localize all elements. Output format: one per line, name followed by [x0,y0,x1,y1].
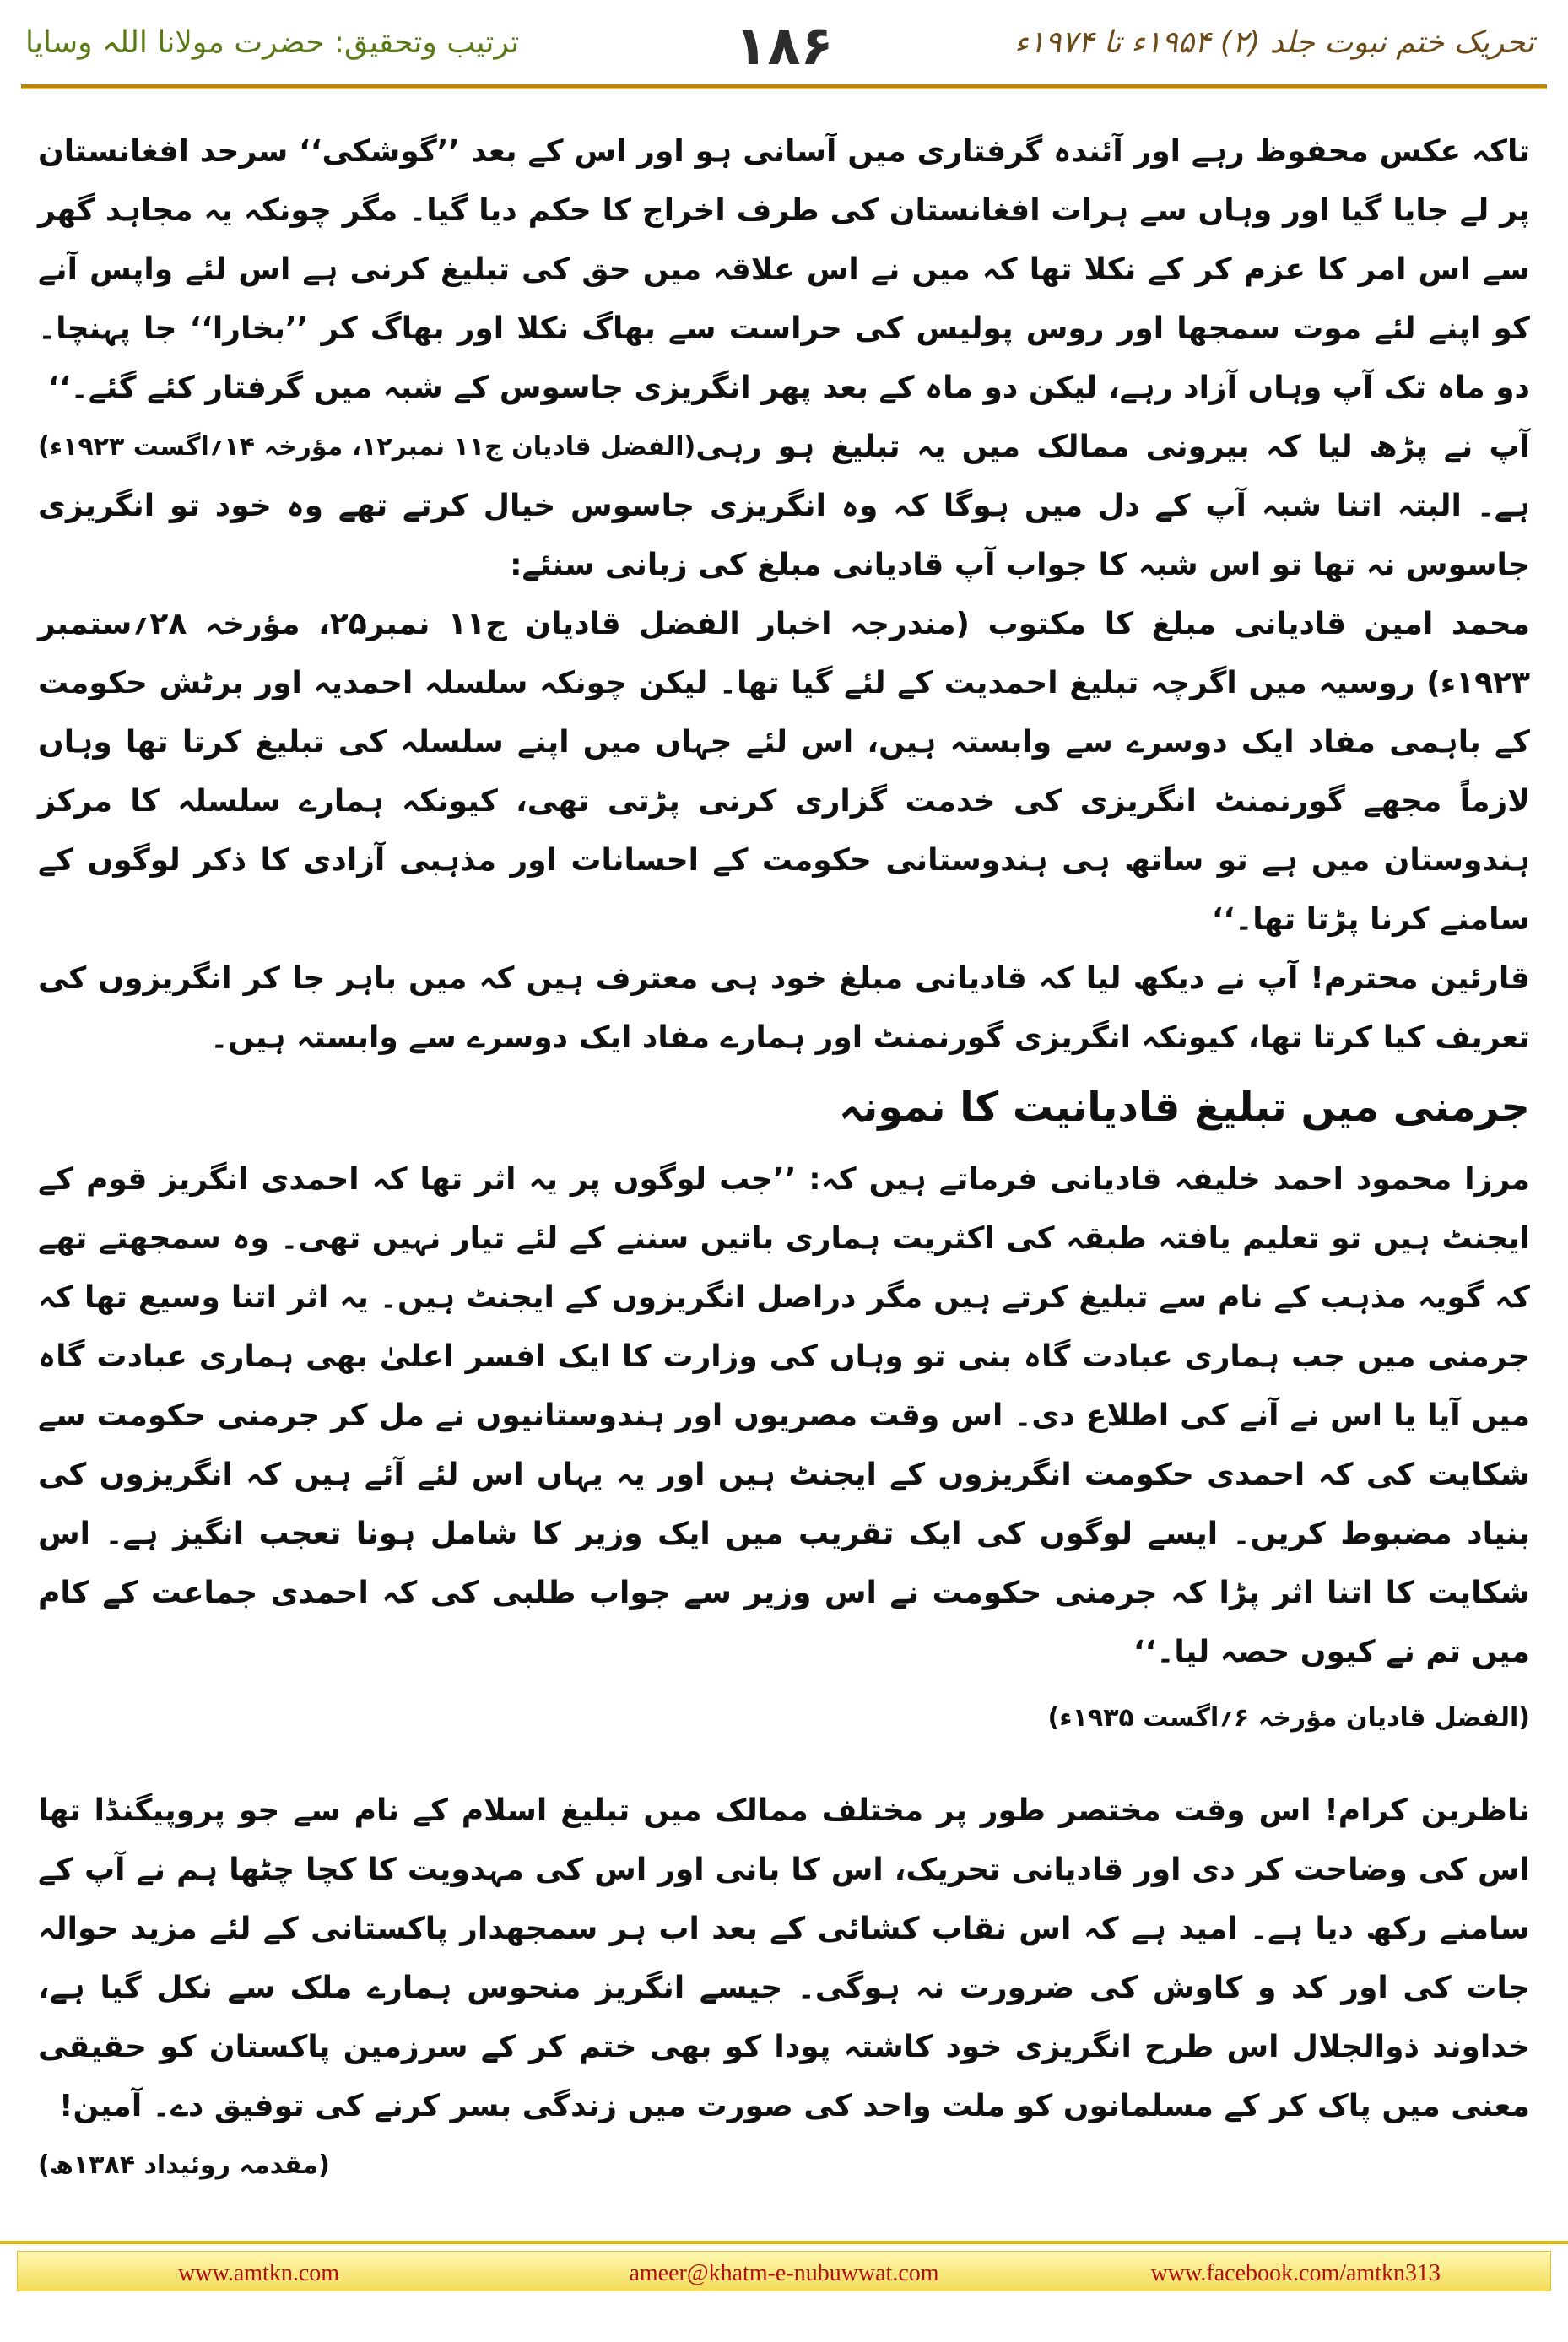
paragraph-5: مرزا محمود احمد خلیفہ قادیانی فرماتے ہیں کہ: ’’جب لوگوں پر یہ اثر تھا کہ احمدی انگریز قوم کے ایجنٹ ہیں تو تعلیم یافتہ طبقہ کی اکثریت ہماری باتیں سننے کے لئے تیار نہیں تھی۔ وہ سمجھتے تھے کہ گویہ مذہب کے نام سے تبلیغ کرتے ہیں مگر دراصل انگریزوں کے ایجنٹ ہیں۔ یہ اثر اتنا وسیع تھا کہ جرمنی میں جب ہماری عبادت گاہ بنی تو وہاں کی وزارت کا ایک افسر اعلیٰ بھی ہماری عبادت گاہ میں آیا یا اس نے آنے کی اطلاع دی۔ اس وقت مصریوں اور ہندوستانیوں نے مل کر جرمنی حکومت سے شکایت کی کہ احمدی حکومت انگریزوں کے ایجنٹ ہیں اور یہ یہاں اس لئے آئے ہیں کہ انگریزوں کی بنیاد مضبوط کریں۔ ایسے لوگوں کی ایک تقریب میں ایک وزیر کا شامل ہونا تعجب انگیز ہے۔ اس شکایت کا اتنا اثر پڑا کہ جرمنی حکومت نے اس وزیر سے جواب طلبی کی کہ احمدی جماعت کے کام میں تم نے کیوں حصہ لیا۔‘‘ [38,1162,1530,1669]
page-body [38,122,1530,2195]
paragraph-1 [38,122,1530,462]
page-footer [0,2241,1568,2295]
citation-1: (الفضل قادیان ج۱۱ نمبر۱۲، مؤرخہ ۱۴؍اگست ۱۹۲۳ء) [38,432,696,462]
paragraph-6-text: ناظرین کرام! اس وقت مختصر طور پر مختلف ممالک میں تبلیغ اسلام کے نام سے جو پروپیگنڈا تھا اس کی وضاحت کر دی اور قادیانی تحریک، اس کا بانی اور اس کی مہدویت کا کچا چٹھا ہم نے آپ کے سامنے رکھ دیا ہے۔ امید ہے کہ اس نقاب کشائی کے بعد اب ہر سمجھدار پاکستانی کے لئے مزید حوالہ جات کی اور کد و کاوش کی ضرورت نہ ہوگی۔ جیسے انگریز منحوس ہمارے ملک سے نکل گیا ہے، خداوند ذوالجلال اس طرح انگریزی خود کاشتہ پودا کو بھی ختم کر کے سرزمین پاکستان کو حقیقی معنی میں پاک کر کے مسلمانوں کو ملت واحد کی صورت میں زندگی بسر کرنے کی توفیق دے۔ آمین! [38,1793,1530,2123]
section-heading: جرمنی میں تبلیغ قادیانیت کا نمونہ [839,1084,1530,1131]
website-link[interactable]: www.amtkn.com [178,2260,340,2286]
page-number: ۱۸۶ [734,15,834,78]
paragraph-3: محمد امین قادیانی مبلغ کا مکتوب (مندرجہ اخبار الفضل قادیان ج۱۱ نمبر۲۵، مؤرخہ ۲۸؍ستمبر ۱۹۲۳ء) روسیہ میں اگرچہ تبلیغ احمدیت کے لئے گیا تھا۔ لیکن چونکہ سلسلہ احمدیہ اور برٹش حکومت کے باہمی مفاد ایک دوسرے سے وابستہ ہیں، اس لئے جہاں میں اپنے سلسلہ کی تبلیغ کرتا تھا وہاں لازماً مجھے گورنمنٹ انگریزی کی خدمت گزاری کرنی پڑتی تھی، کیونکہ ہمارے سلسلہ کا مرکز ہندوستان میں ہے تو ساتھ ہی ہندوستانی حکومت کے احسانات اور مذہبی آزادی کا ذکر لوگوں کے سامنے کرنا پڑتا تھا۔‘‘ [38,607,1530,937]
facebook-link[interactable]: www.facebook.com/amtkn313 [1150,2260,1441,2286]
footer-bar [17,2251,1551,2291]
citation-2: (الفضل قادیان مؤرخہ ۶؍اگست ۱۹۳۵ء) [1047,1703,1530,1733]
paragraph-2: آپ نے پڑھ لیا کہ بیرونی ممالک میں یہ تبلیغ ہو رہی ہے۔ البتہ اتنا شبہ آپ کے دل میں ہوگا کہ وہ انگریزی جاسوس خیال کرتے تھے وہ خود تو انگریزی جاسوس نہ تھا تو اس شبہ کا جواب آپ قادیانی مبلغ کی زبانی سنئے: [38,430,1530,582]
header-divider [21,84,1547,89]
compiler-credit: ترتیب وتحقیق: حضرت مولانا اللہ وسایا [25,25,520,60]
citation-3: (مقدمہ روئیداد ۱۳۸۴ھ) [38,2150,330,2180]
book-title: تحریک ختم نبوت جلد (۲) ۱۹۵۴ء تا ۱۹۷۴ء [1014,25,1534,60]
paragraph-4: قارئین محترم! آپ نے دیکھ لیا کہ قادیانی مبلغ خود ہی معترف ہیں کہ میں باہر جا کر انگریزوں کی تعریف کیا کرتا تھا، کیونکہ انگریزی گورنمنٹ اور ہمارے مفاد ایک دوسرے سے وابستہ ہیں۔ [38,961,1530,1055]
email-link[interactable]: ameer@khatm-e-nubuwwat.com [629,2260,939,2286]
paragraph-6 [38,1782,1530,2180]
paragraph-1-text: تاکہ عکس محفوظ رہے اور آئندہ گرفتاری میں آسانی ہو اور اس کے بعد ’’گوشکی‘‘ سرحد افغانستان پر لے جایا گیا اور وہاں سے ہرات افغانستان کی طرف اخراج کا حکم دیا گیا۔ مگر چونکہ یہ مجاہد گھر سے اس امر کا عزم کر کے نکلا تھا کہ میں نے اس علاقہ میں حق کی تبلیغ کرنی ہے اس لئے واپس آنے کو اپنے لئے موت سمجھا اور روس پولیس کی حراست سے بھاگ نکلا اور بھاگ کر ’’بخارا‘‘ جا پہنچا۔ دو ماہ تک آپ وہاں آزاد رہے، لیکن دو ماہ کے بعد پھر انگریزی جاسوس کے شبہ میں گرفتار کئے گئے۔‘‘ [38,134,1530,405]
page-header [0,0,1568,89]
